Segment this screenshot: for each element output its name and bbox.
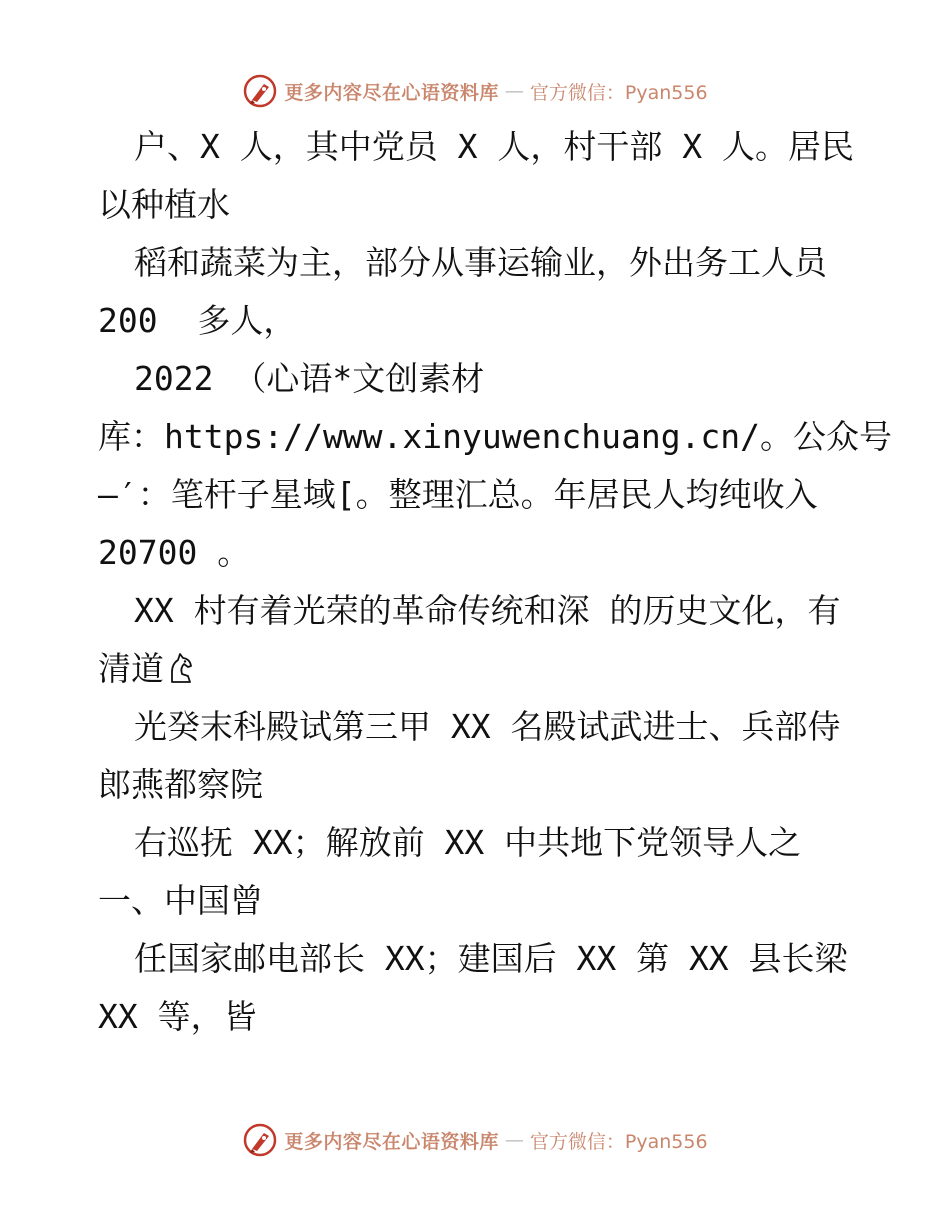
- footer-separator: —: [504, 1129, 524, 1151]
- header-site-text: 更多内容尽在心语资料库: [284, 81, 499, 104]
- footer-banner: [0, 1120, 950, 1160]
- text-line: 一、中国曾: [98, 881, 263, 920]
- text-line: 任国家邮电部长 XX；建国后 XX 第 XX 县长梁: [134, 939, 848, 978]
- header-wechat-text: 官方微信：Pyan556: [529, 81, 708, 104]
- text-line: 以种植水: [98, 185, 230, 224]
- text-line: 200 多人，: [98, 301, 297, 340]
- text-line: 光癸末科殿试第三甲 XX 名殿试武进士、兵部侍: [134, 707, 841, 746]
- text-line: 2022 （心语*文创素材: [134, 359, 485, 398]
- footer-site-text: 更多内容尽在心语资料库: [284, 1130, 499, 1153]
- pen-nib-logo-icon: [242, 73, 278, 109]
- text-line: 库：https://www.xinyuwenchuang.cn/。公众号: [98, 417, 893, 456]
- text-line: 郎燕都察院: [98, 765, 263, 804]
- horse-glyph-icon: [166, 650, 196, 684]
- text-line-content: 清道: [98, 649, 164, 688]
- text-line: XX 村有着光荣的革命传统和深 的历史文化，有: [134, 591, 841, 630]
- document-body: [98, 118, 893, 1046]
- text-line-with-glyph: [98, 640, 858, 698]
- text-line: 户、X 人，其中党员 X 人，村干部 X 人。居民: [134, 127, 854, 166]
- text-line: 右巡抚 XX；解放前 XX 中共地下党领导人之: [134, 823, 802, 862]
- header-separator: —: [504, 80, 524, 102]
- footer-wechat-text: 官方微信：Pyan556: [529, 1130, 708, 1153]
- text-line: 20700 。: [98, 533, 251, 572]
- text-line: 稻和蔬菜为主，部分从事运输业，外出务工人员: [134, 243, 827, 282]
- text-line: XX 等，皆: [98, 997, 257, 1036]
- header-banner: [0, 71, 950, 111]
- text-line: —′：笔杆子星域[。整理汇总。年居民人均纯收入: [98, 475, 818, 514]
- pen-nib-logo-icon: [242, 1122, 278, 1158]
